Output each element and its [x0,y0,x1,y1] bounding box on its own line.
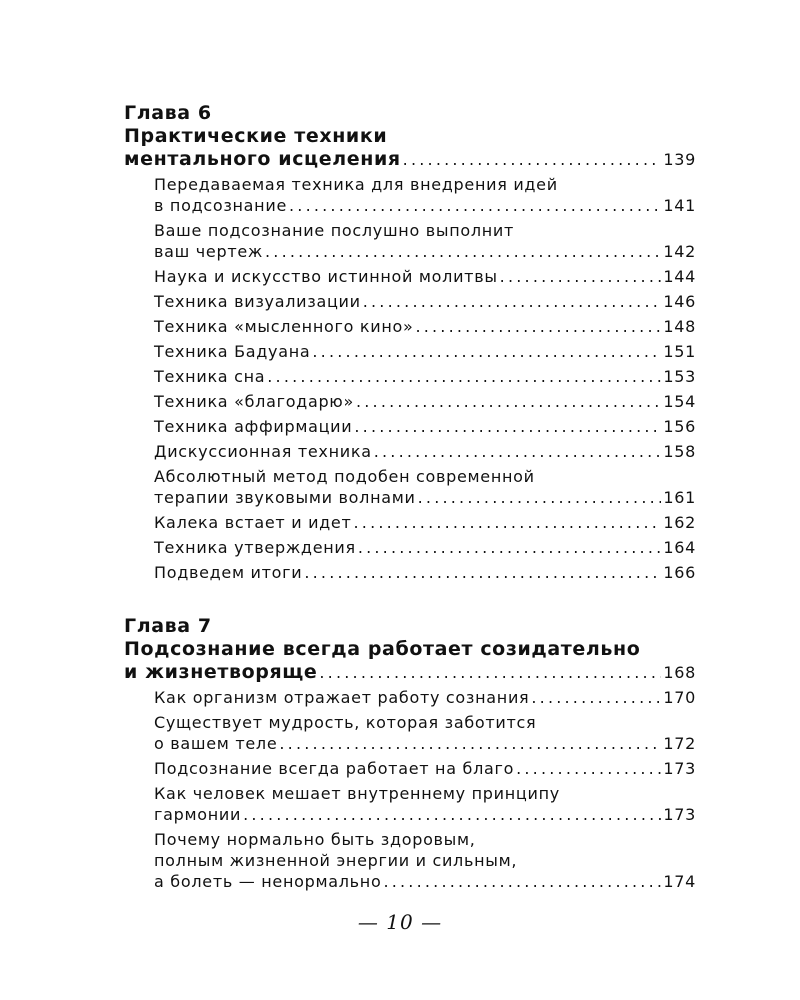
entry-title-line: Как человек мешает внутреннему принципу [154,784,560,803]
chapter-7 [124,615,696,892]
page-number: — 10 — [357,910,443,934]
toc-entry[interactable] [124,758,696,779]
entry-page-number: 174 [663,872,696,891]
entry-page-number: 166 [663,563,696,582]
entry-page-number: 148 [663,317,696,336]
toc-entry[interactable] [124,366,696,387]
dot-leader [354,416,661,437]
dot-leader [319,661,661,684]
entry-row [154,733,696,754]
entry-page-number: 154 [663,392,696,411]
dot-leader [418,487,662,508]
chapter-title-line: и жизнетворяще [124,661,318,683]
entry-row [154,291,696,312]
entry-title-line: а болеть — ненормально [154,872,382,891]
entry-title-line: Ваше подсознание послушно выполнит [154,221,515,240]
entry-title-line: Абсолютный метод подобен современной [154,467,535,486]
chapter-page-number: 139 [663,150,696,169]
entry-page-number: 153 [663,367,696,386]
dot-leader [363,291,662,312]
entry-page-number: 144 [663,267,696,286]
toc-entry[interactable] [124,220,696,262]
dot-leader [354,512,662,533]
dot-leader [304,562,661,583]
entry-title-line: Техника утверждения [154,538,356,557]
entry-title-line: Техника «мысленного кино» [154,317,414,336]
entry-page-number: 162 [663,513,696,532]
chapter-6 [124,102,696,583]
entry-row [154,758,696,779]
dot-leader [265,241,661,262]
toc-entry[interactable] [124,341,696,362]
dot-leader [383,871,661,892]
toc-entry[interactable] [124,416,696,437]
toc-entry[interactable] [124,174,696,216]
entry-title-line: Техника Бадуана [154,342,311,361]
entry-title-line: Техника визуализации [154,292,361,311]
entry-title-line: Подсознание всегда работает на благо [154,759,515,778]
entry-title-line: Как организм отражает работу сознания [154,688,530,707]
entry-row [154,195,696,216]
chapter-title-row[interactable] [124,661,696,684]
entry-page-number: 142 [663,242,696,261]
chapter-page-number: 168 [663,663,696,682]
entry-title-line: гармонии [154,805,242,824]
entry-page-number: 156 [663,417,696,436]
entry-row [154,341,696,362]
entry-title-line: Существует мудрость, которая заботится [154,713,537,732]
entry-page-number: 161 [663,488,696,507]
chapter-title-row[interactable] [124,148,696,171]
entry-page-number: 164 [663,538,696,557]
entry-row [154,391,696,412]
dot-leader [312,341,661,362]
entry-title-line: ваш чертеж [154,242,263,261]
entry-title-line: полным жизненной энергии и сильным, [154,851,518,870]
entry-title-line: Дискуссионная техника [154,442,372,461]
entry-page-number: 173 [663,759,696,778]
entry-title-line: Почему нормально быть здоровым, [154,830,476,849]
entry-title-line: Техника сна [154,367,266,386]
toc-entry[interactable] [124,316,696,337]
entry-title-line: Передаваемая техника для внедрения идей [154,175,558,194]
dot-leader [516,758,661,779]
entry-title-line: Подведем итоги [154,563,303,582]
entry-row [154,537,696,558]
dot-leader [403,148,662,171]
entry-title-line: Наука и искусство истинной молитвы [154,267,498,286]
dot-leader [415,316,661,337]
chapter-label: Глава 7 [124,615,212,637]
dot-leader [279,733,661,754]
entry-page-number: 146 [663,292,696,311]
entry-list [124,687,696,892]
chapter-title-line: ментального исцеления [124,148,401,170]
dot-leader [289,195,661,216]
dot-leader [531,687,661,708]
entry-row [154,871,696,892]
entry-row [154,366,696,387]
entry-row [154,562,696,583]
entry-row [154,416,696,437]
dot-leader [267,366,661,387]
toc-entry[interactable] [124,391,696,412]
chapter-title-line: Подсознание всегда работает созидательно [124,638,641,660]
dot-leader [500,266,662,287]
toc-entry[interactable] [124,562,696,583]
entry-row [154,487,696,508]
entry-page-number: 173 [663,805,696,824]
entry-page-number: 158 [663,442,696,461]
toc-entry[interactable] [124,712,696,754]
entry-row [154,241,696,262]
entry-row [154,804,696,825]
entry-title-line: о вашем теле [154,734,278,753]
entry-row [154,687,696,708]
entry-page-number: 151 [663,342,696,361]
chapter-title-line: Практические техники [124,125,388,147]
entry-title-line: в подсознание [154,196,287,215]
toc-entry[interactable] [124,537,696,558]
dot-leader [356,391,661,412]
entry-row [154,316,696,337]
entry-row [154,266,696,287]
toc-entry[interactable] [124,512,696,533]
toc-entry[interactable] [124,687,696,708]
entry-row [154,441,696,462]
toc-entry[interactable] [124,829,696,892]
toc-entry[interactable] [124,466,696,508]
entry-title-line: Калека встает и идет [154,513,352,532]
table-of-contents [124,102,696,924]
entry-title-line: Техника аффирмации [154,417,353,436]
entry-row [154,512,696,533]
toc-entry[interactable] [124,291,696,312]
dot-leader [374,441,662,462]
entry-page-number: 172 [663,734,696,753]
dot-leader [243,804,661,825]
entry-page-number: 141 [663,196,696,215]
dot-leader [358,537,662,558]
entry-list [124,174,696,583]
toc-entry[interactable] [124,783,696,825]
toc-entry[interactable] [124,266,696,287]
entry-title-line: Техника «благодарю» [154,392,354,411]
toc-entry[interactable] [124,441,696,462]
entry-page-number: 170 [663,688,696,707]
entry-title-line: терапии звуковыми волнами [154,488,416,507]
chapter-label: Глава 6 [124,102,212,124]
